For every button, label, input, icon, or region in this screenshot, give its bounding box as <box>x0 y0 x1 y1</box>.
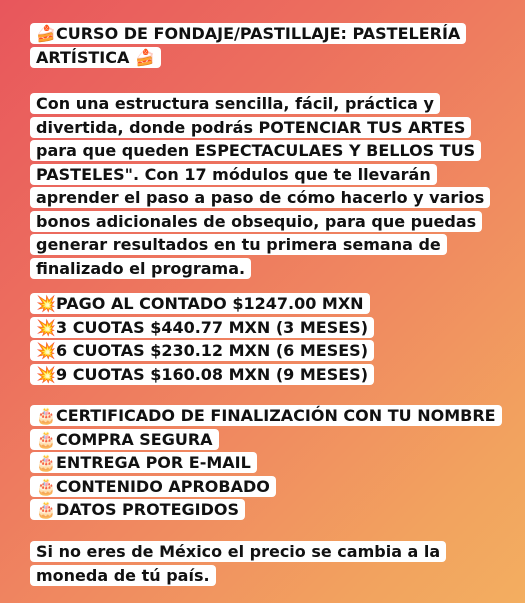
cake-slice-icon: 🍰 <box>36 24 56 43</box>
price-label: 3 CUOTAS $440.77 MXN (3 MESES) <box>56 317 369 337</box>
birthday-cake-icon: 🎂 <box>36 500 56 519</box>
birthday-cake-icon: 🎂 <box>36 453 56 472</box>
feature-item <box>30 475 508 499</box>
feature-item <box>30 498 508 522</box>
price-item <box>30 316 508 340</box>
price-list <box>30 292 508 386</box>
collision-icon: 💥 <box>36 294 56 313</box>
feature-label: CERTIFICADO DE FINALIZACIÓN CON TU NOMBRE <box>56 406 496 425</box>
description-text: Con una estructura sencilla, fácil, práctica y divertida, donde podrás POTENCIAR TUS ARTES para que queden ESPECTACULAES Y BELLOS TUS PASTELES". Con 17 módulos que te llevarán aprender el paso a paso de cómo hacerlo y varios bonos adicionales de obsequio, para que puedas generar resultados en tu primera semana de finalizado el programa. <box>30 93 490 279</box>
birthday-cake-icon: 🎂 <box>36 406 56 425</box>
collision-icon: 💥 <box>36 341 56 360</box>
feature-label: DATOS PROTEGIDOS <box>56 500 240 519</box>
footer-note <box>30 540 508 587</box>
cake-slice-icon: 🍰 <box>134 47 155 67</box>
feature-label: CONTENIDO APROBADO <box>56 476 270 496</box>
collision-icon: 💥 <box>36 364 56 384</box>
price-item <box>30 292 508 316</box>
feature-list <box>30 404 508 522</box>
feature-item <box>30 404 508 428</box>
description-block <box>30 92 508 280</box>
feature-label: ENTREGA POR E-MAIL <box>56 453 251 472</box>
price-item <box>30 363 508 387</box>
title-label: CURSO DE FONDAJE/PASTILLAJE: PASTELERÍA ARTÍSTICA <box>36 24 461 67</box>
price-item <box>30 339 508 363</box>
feature-label: COMPRA SEGURA <box>56 429 213 449</box>
feature-item <box>30 428 508 452</box>
birthday-cake-icon: 🎂 <box>36 476 56 496</box>
price-label: PAGO AL CONTADO $1247.00 MXN <box>56 294 364 313</box>
birthday-cake-icon: 🎂 <box>36 429 56 449</box>
collision-icon: 💥 <box>36 317 56 337</box>
price-label: 6 CUOTAS $230.12 MXN (6 MESES) <box>56 341 369 360</box>
title-block <box>30 22 508 69</box>
footer-text: Si no eres de México el precio se cambia a la moneda de tú país. <box>30 541 446 586</box>
price-label: 9 CUOTAS $160.08 MXN (9 MESES) <box>56 364 369 384</box>
feature-item <box>30 451 508 475</box>
title-text <box>30 23 466 68</box>
